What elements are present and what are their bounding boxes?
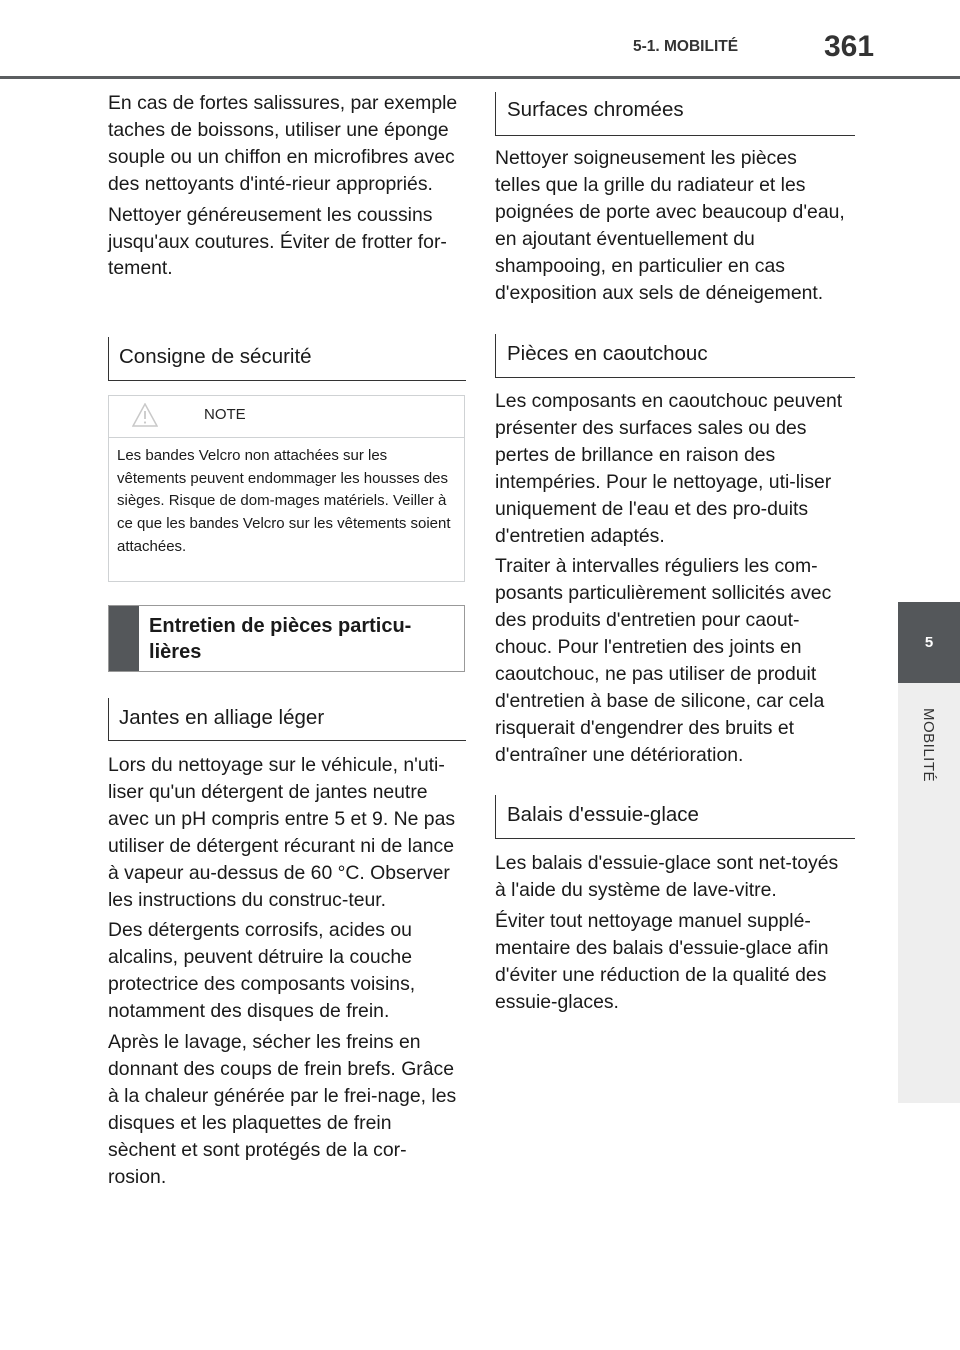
chrome-text-block (495, 145, 847, 306)
note-box (108, 395, 465, 582)
wiper-heading (495, 795, 855, 839)
chapter-label: MOBILITÉ (920, 707, 937, 782)
safety-heading (108, 337, 466, 381)
intro-text-block (108, 90, 460, 282)
paragraph: Éviter tout nettoyage manuel supplé-mentaire des balais d'essuie-glace afin d'éviter une réduction de la qualité des essuie-glaces. (495, 909, 829, 1013)
safety-heading-text: Consigne de sécurité (119, 345, 312, 368)
paragraph: Des détergents corrosifs, acides ou alcalins, peuvent détruire la couche protectrice des composants voisins, notamment des disques de frein. (108, 919, 416, 1023)
rubber-text-block (495, 388, 847, 769)
wheels-text-block (108, 752, 460, 1191)
chrome-heading (495, 92, 855, 136)
wheels-heading-text: Jantes en alliage léger (119, 706, 325, 729)
page-number: 361 (824, 30, 875, 63)
note-text: Les bandes Velcro non attachées sur les vêtements peuvent endommager les housses des sièges. Risque de dom-mages matériels. Veiller à ce que les bandes Velcro sur les vêtements soient attachées. (117, 447, 451, 555)
rubber-heading (495, 334, 855, 378)
part-heading (108, 605, 465, 672)
paragraph: Nettoyer soigneusement les pièces telles que la grille du radiateur et les poignées de porte avec beaucoup d'eau, en ajoutant éventuellement du shampooing, en particulier en cas d'exposition aux sels de déneigement. (495, 147, 845, 304)
note-title: NOTE (204, 406, 246, 423)
paragraph: Les balais d'essuie-glace sont net-toyés à l'aide du système de lave-vitre. (495, 852, 839, 901)
paragraph: Nettoyer généreusement les coussins jusqu'aux coutures. Éviter de frotter for-tement. (108, 203, 447, 280)
paragraph: Les composants en caoutchouc peuvent présenter des surfaces sales ou des pertes de brillance en raison des intempéries. Pour le nettoyage, uti-liser uniquement de l'eau et des pro-duits d'entretien adaptés. (495, 390, 843, 547)
paragraph: Traiter à intervalles réguliers les com-posants particulièrement sollicités avec des produits d'entretien pour caout-chouc. Pour l'entretien des joints en caoutchouc, ne pas utiliser de produit d'entretien à base de silicone, car cela risquerait d'engendrer des bruits et d'entraîner une détérioration. (495, 555, 832, 766)
chrome-heading-text: Surfaces chromées (507, 98, 684, 121)
part-heading-text: Entretien de pièces particu-lières (149, 615, 412, 663)
wiper-text-block (495, 850, 847, 1015)
header-divider (0, 76, 960, 79)
part-heading-bar (109, 606, 139, 671)
paragraph: Lors du nettoyage sur le véhicule, n'uti-liser qu'un détergent de jantes neutre avec un pH compris entre 5 et 9. Ne pas utiliser de détergent récurant ni de lance à vapeur au-dessus de 60 °C. Observer les instructions du construc-teur. (108, 754, 456, 911)
rubber-heading-text: Pièces en caoutchouc (507, 342, 708, 365)
chapter-tab: 5 (898, 602, 960, 683)
wheels-heading (108, 698, 466, 741)
running-header-section: 5-1. MOBILITÉ (633, 38, 739, 55)
paragraph: En cas de fortes salissures, par exemple taches de boissons, utiliser une éponge souple ou un chiffon en microfibres avec des nettoyants d'inté-rieur appropriés. (108, 92, 458, 195)
wiper-heading-text: Balais d'essuie-glace (507, 803, 699, 826)
note-header (109, 396, 464, 438)
warning-triangle-icon (132, 403, 158, 427)
paragraph: Après le lavage, sécher les freins en donnant des coups de frein brefs. Grâce à la chaleur générée par le frei-nage, les disques et les plaquettes de frein sèchent et sont protégés de la cor-rosion. (108, 1031, 457, 1188)
